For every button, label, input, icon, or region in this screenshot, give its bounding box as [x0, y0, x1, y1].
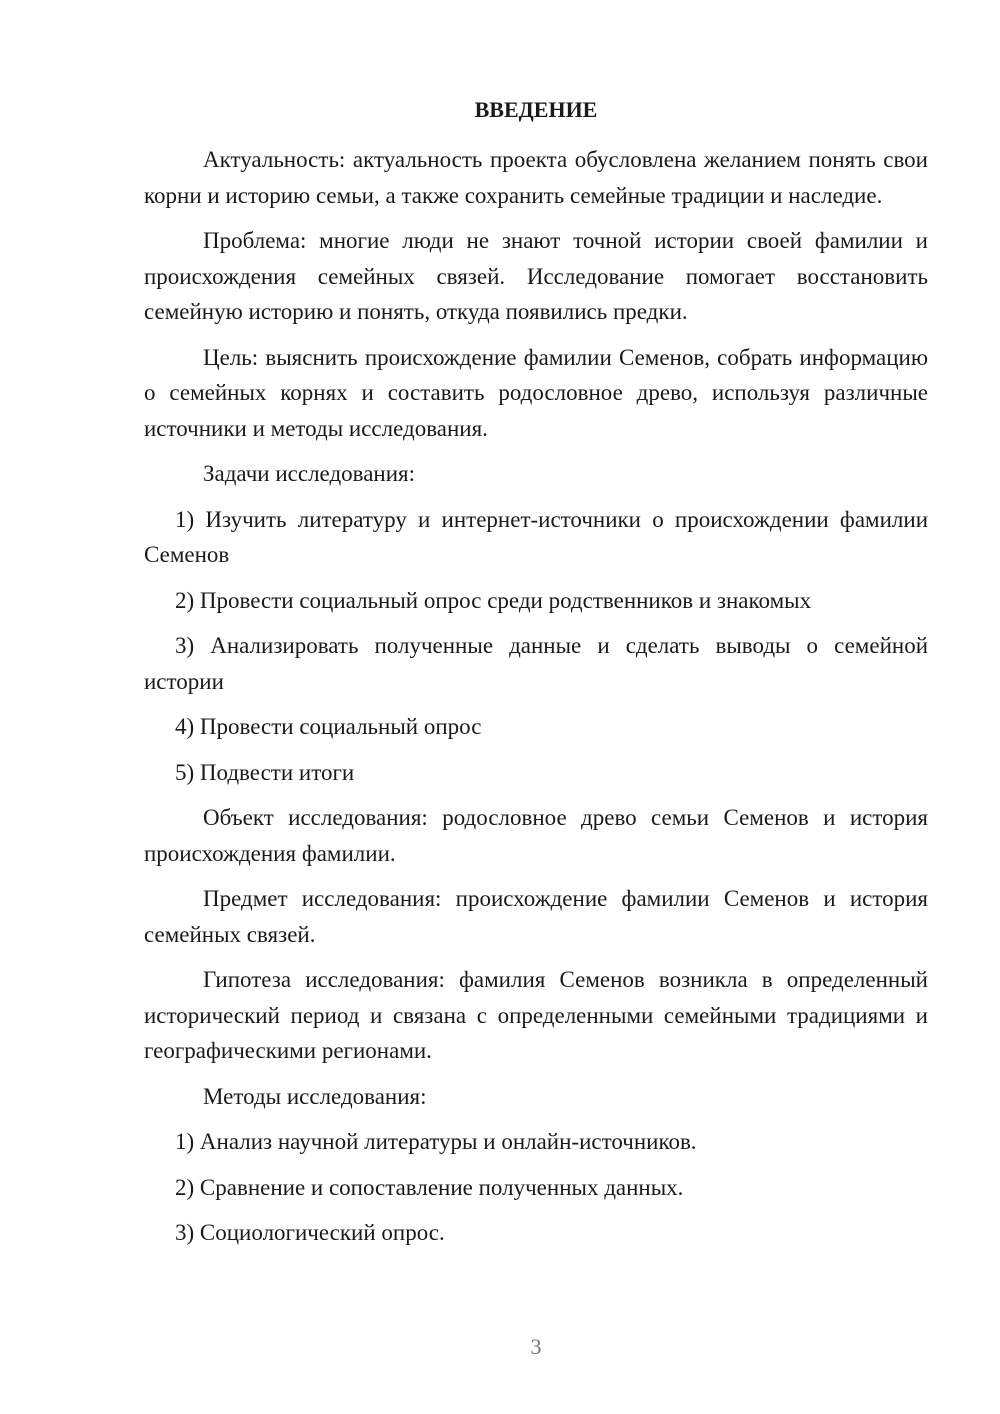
- list-item-task-2: 2) Провести социальный опрос среди родственников и знакомых: [175, 587, 812, 613]
- page-title: ВВЕДЕНИЕ: [474, 97, 598, 122]
- paragraph-problem: Проблема: многие люди не знают точной истории своей фамилии и происхождения семейных связей. Исследование помогает восстановить семейную историю и понять, откуда появились предки.: [144, 228, 928, 324]
- list-item-task-3: 3) Анализировать полученные данные и сделать выводы о семейной истории: [144, 633, 928, 694]
- paragraph-hypothesis: Гипотеза исследования: фамилия Семенов возникла в определенный исторический период и связана с определенными семейными традициями и географическими регионами.: [144, 967, 928, 1063]
- document-body: [144, 142, 928, 1261]
- paragraph-methods-heading: Методы исследования:: [203, 1083, 427, 1109]
- list-item-method-1: 1) Анализ научной литературы и онлайн-источников.: [175, 1129, 697, 1154]
- list-item-task-4: 4) Провести социальный опрос: [175, 714, 482, 739]
- list-item-task-1: 1) Изучить литературу и интернет-источники о происхождении фамилии Семенов: [144, 506, 928, 567]
- list-item-task-5: 5) Подвести итоги: [175, 759, 355, 785]
- paragraph-goal: Цель: выяснить происхождение фамилии Семенов, собрать информацию о семейных корнях и составить родословное древо, используя различные источники и методы исследования.: [144, 344, 928, 441]
- paragraph-object: Объект исследования: родословное древо семьи Семенов и история происхождения фамилии.: [144, 805, 928, 866]
- paragraph-subject: Предмет исследования: происхождение фамилии Семенов и история семейных связей.: [144, 886, 928, 947]
- paragraph-tasks-heading: Задачи исследования:: [203, 461, 416, 486]
- list-item-method-3: 3) Социологический опрос.: [175, 1220, 445, 1245]
- paragraph-relevance: Актуальность: актуальность проекта обусловлена желанием понять свои корни и историю семьи, а также сохранить семейные традиции и наследие.: [144, 147, 928, 208]
- list-item-method-2: 2) Сравнение и сопоставление полученных данных.: [175, 1174, 684, 1200]
- page-number: 3: [530, 1334, 542, 1359]
